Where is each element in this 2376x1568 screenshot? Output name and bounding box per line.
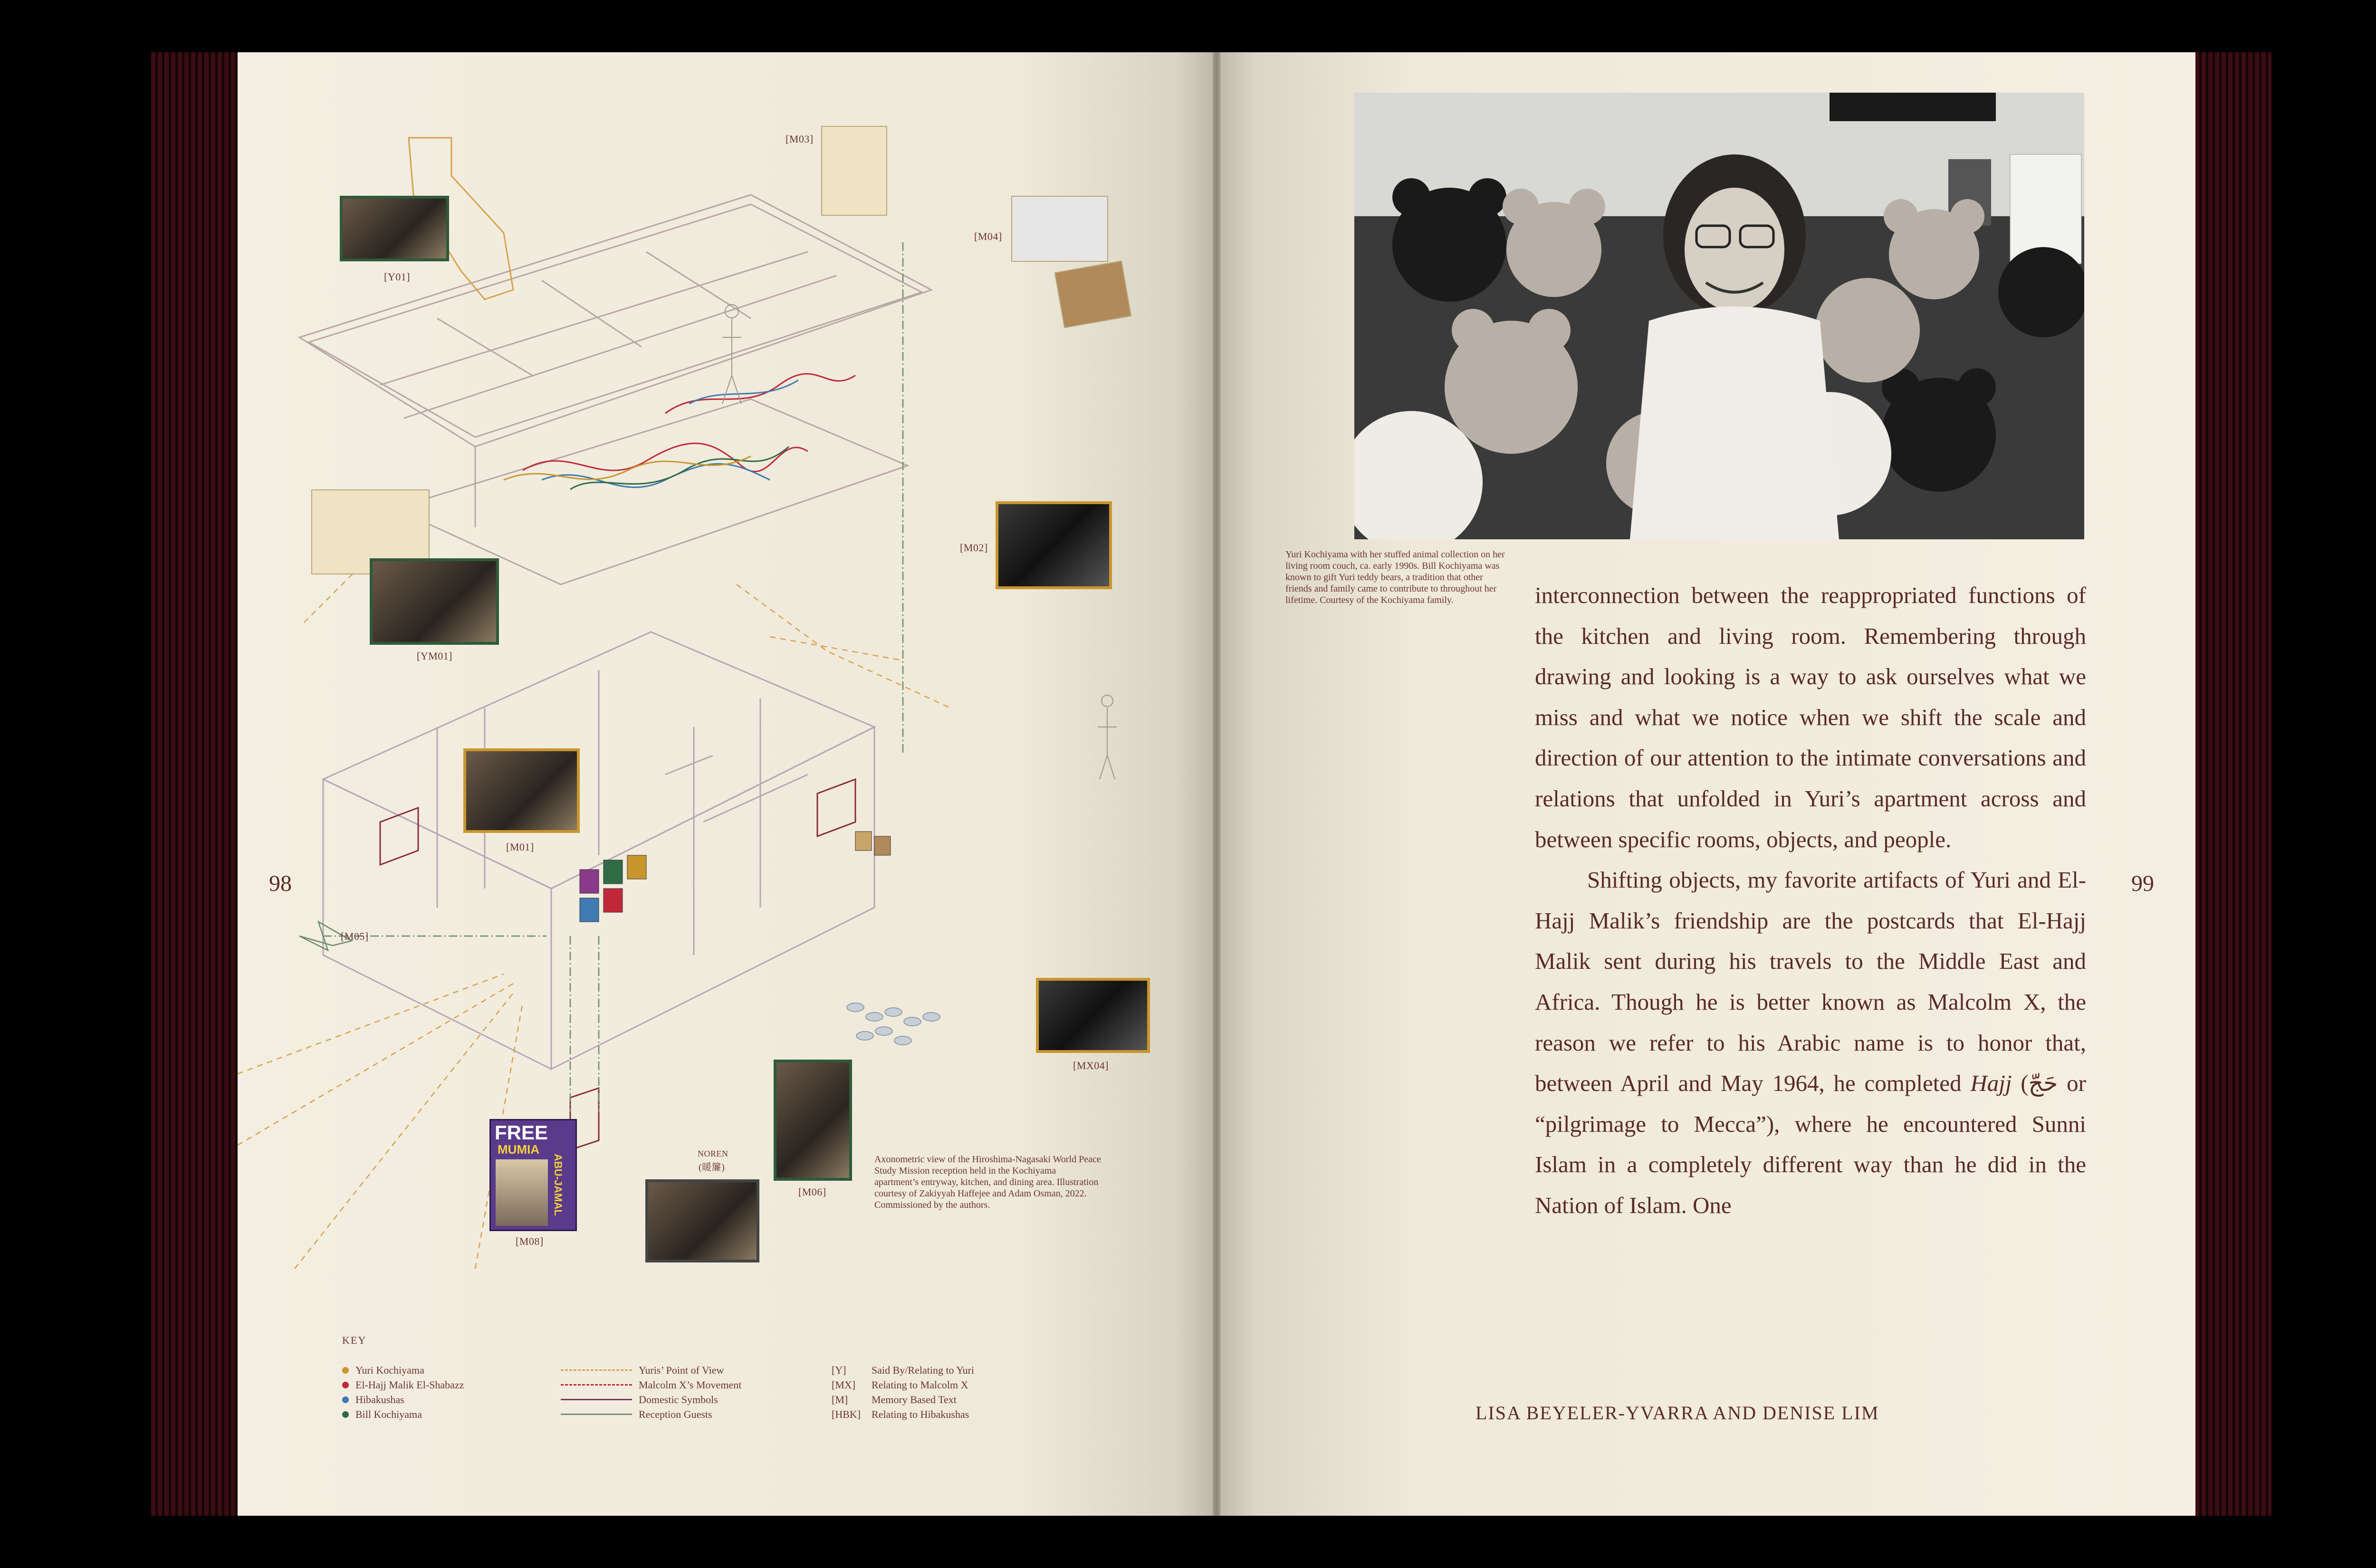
- label-mx04: [MX04]: [1073, 1060, 1109, 1071]
- key-people: [342, 1363, 464, 1422]
- poster-portrait: [496, 1159, 548, 1226]
- photo-y01: [340, 196, 449, 261]
- key-line-malcolm-movement: Malcolm X’s Movement: [561, 1377, 741, 1392]
- key-code-m: [M] Memory Based Text: [832, 1394, 957, 1405]
- bill-dot-icon: [342, 1411, 349, 1418]
- key-item-yuri: Yuri Kochiyama: [342, 1363, 464, 1377]
- label-ym01: [YM01]: [417, 650, 453, 662]
- illustration-caption: Axonometric view of the Hiroshima-Nagasaki World Peace Study Mission reception held in the Kochiyama apartment’s entryway, kitchen, and dining area. Illustration courtesy of Zakiyyah Haffejee and Adam Osman, 2022. Commissioned by the authors.: [874, 1154, 1101, 1210]
- photo-m01: [463, 748, 580, 833]
- solid-line-icon: [561, 1414, 632, 1415]
- dashdot-line-icon: [561, 1384, 632, 1386]
- photo-group: [645, 1179, 759, 1262]
- label-m02: [M02]: [960, 542, 988, 554]
- wall-posters: [580, 832, 891, 922]
- note-m04: [1011, 196, 1108, 262]
- solid-line-icon: [561, 1399, 632, 1400]
- photo-caption: Yuri Kochiyama with her stuffed animal collection on her living room couch, ca. early 1990s. Bill Kochiyama was known to gift Yuri teddy bears, a tradition that other friends and family came to contribute to throughout her lifetime. Courtesy of the Kochiyama family.: [1285, 549, 1505, 605]
- label-m04: [M04]: [974, 230, 1002, 242]
- dashed-line-icon: [561, 1369, 632, 1371]
- hibakushas-dot-icon: [342, 1396, 349, 1403]
- label-m06: [M06]: [798, 1186, 826, 1198]
- key-line-guests: Reception Guests: [561, 1407, 741, 1422]
- dish-shapes: [847, 1003, 940, 1045]
- label-m03: [M03]: [786, 133, 814, 145]
- paragraph-1: interconnection between the reappropriated functions of the kitchen and living room. Remembering through drawing and looking is a way to ask ourselves what we miss and what we notice when we shift the scale and direction of our attention to the intimate conversations and relations that unfolded in Yuri’s apartment across and between specific rooms, objects, and people.: [1535, 582, 2086, 852]
- note-m03: [821, 126, 887, 216]
- malcolm-dot-icon: [342, 1382, 349, 1388]
- poster-m08: [489, 1119, 577, 1231]
- page-number-right: 99: [2131, 871, 2154, 896]
- poster-title: FREE: [495, 1121, 548, 1144]
- key-codes: [832, 1363, 974, 1422]
- photo-mx04: [1036, 978, 1150, 1053]
- body-text: [1535, 575, 2086, 1226]
- label-y01: [Y01]: [384, 271, 411, 283]
- key-line-domestic: Domestic Symbols: [561, 1392, 741, 1407]
- key-title: KEY: [342, 1334, 367, 1346]
- key-item-malcolm: El-Hajj Malik El-Shabazz: [342, 1377, 464, 1392]
- teddy-bear-photo: [1354, 93, 2084, 539]
- guide-lines: [323, 242, 903, 1112]
- left-page-edges: [151, 52, 241, 1516]
- key-code-mx: [MX] Relating to Malcolm X: [832, 1379, 968, 1391]
- key-item-hibakushas: Hibakushas: [342, 1392, 464, 1407]
- key-code-y: [Y] Said By/Relating to Yuri: [832, 1364, 975, 1376]
- right-page-edges: [2186, 52, 2271, 1516]
- yuri-dot-icon: [342, 1367, 349, 1374]
- photo-illustration: [1354, 93, 2084, 539]
- label-noren-japanese: (暖簾): [699, 1162, 725, 1173]
- key-lines: [561, 1363, 741, 1422]
- hajj-term: Hajj: [1970, 1070, 2012, 1097]
- label-noren: NOREN: [698, 1149, 728, 1158]
- poster-name: MUMIA: [498, 1142, 540, 1157]
- photo-m06: [774, 1060, 852, 1181]
- photo-ym01: [370, 558, 499, 645]
- label-m05: [M05]: [341, 930, 369, 942]
- photo-m02: [996, 501, 1112, 589]
- notebook-m04: [1054, 260, 1131, 328]
- page-number-left: 98: [269, 871, 292, 896]
- label-m01: [M01]: [506, 841, 534, 853]
- key-code-hbk: [HBK] Relating to Hibakushas: [832, 1408, 969, 1420]
- running-footer: LISA BEYELER-YVARRA AND DENISE LIM: [1475, 1402, 1879, 1424]
- label-m08: [M08]: [516, 1235, 544, 1247]
- key-line-yuri-view: Yuris’ Point of View: [561, 1363, 741, 1377]
- poster-side-text: ABU-JAMAL: [552, 1154, 564, 1216]
- movement-scribbles-upper: [504, 374, 855, 489]
- paragraph-2: Shifting objects, my favorite artifacts of Yuri and El-Hajj Malik’s friendship are the postcards that El-Hajj Malik sent during his travels to the Middle East and Africa. Though he is better known as Malcolm X, the reason we refer to his Arabic name is to honor that, between April and May 1964, he completed Hajj (حَجّ or “pilgrimage to Mecca”), where he encountered Sunni Islam in a completely different way than he did in the Nation of Islam. One: [1535, 867, 2086, 1218]
- key-item-bill: Bill Kochiyama: [342, 1407, 464, 1422]
